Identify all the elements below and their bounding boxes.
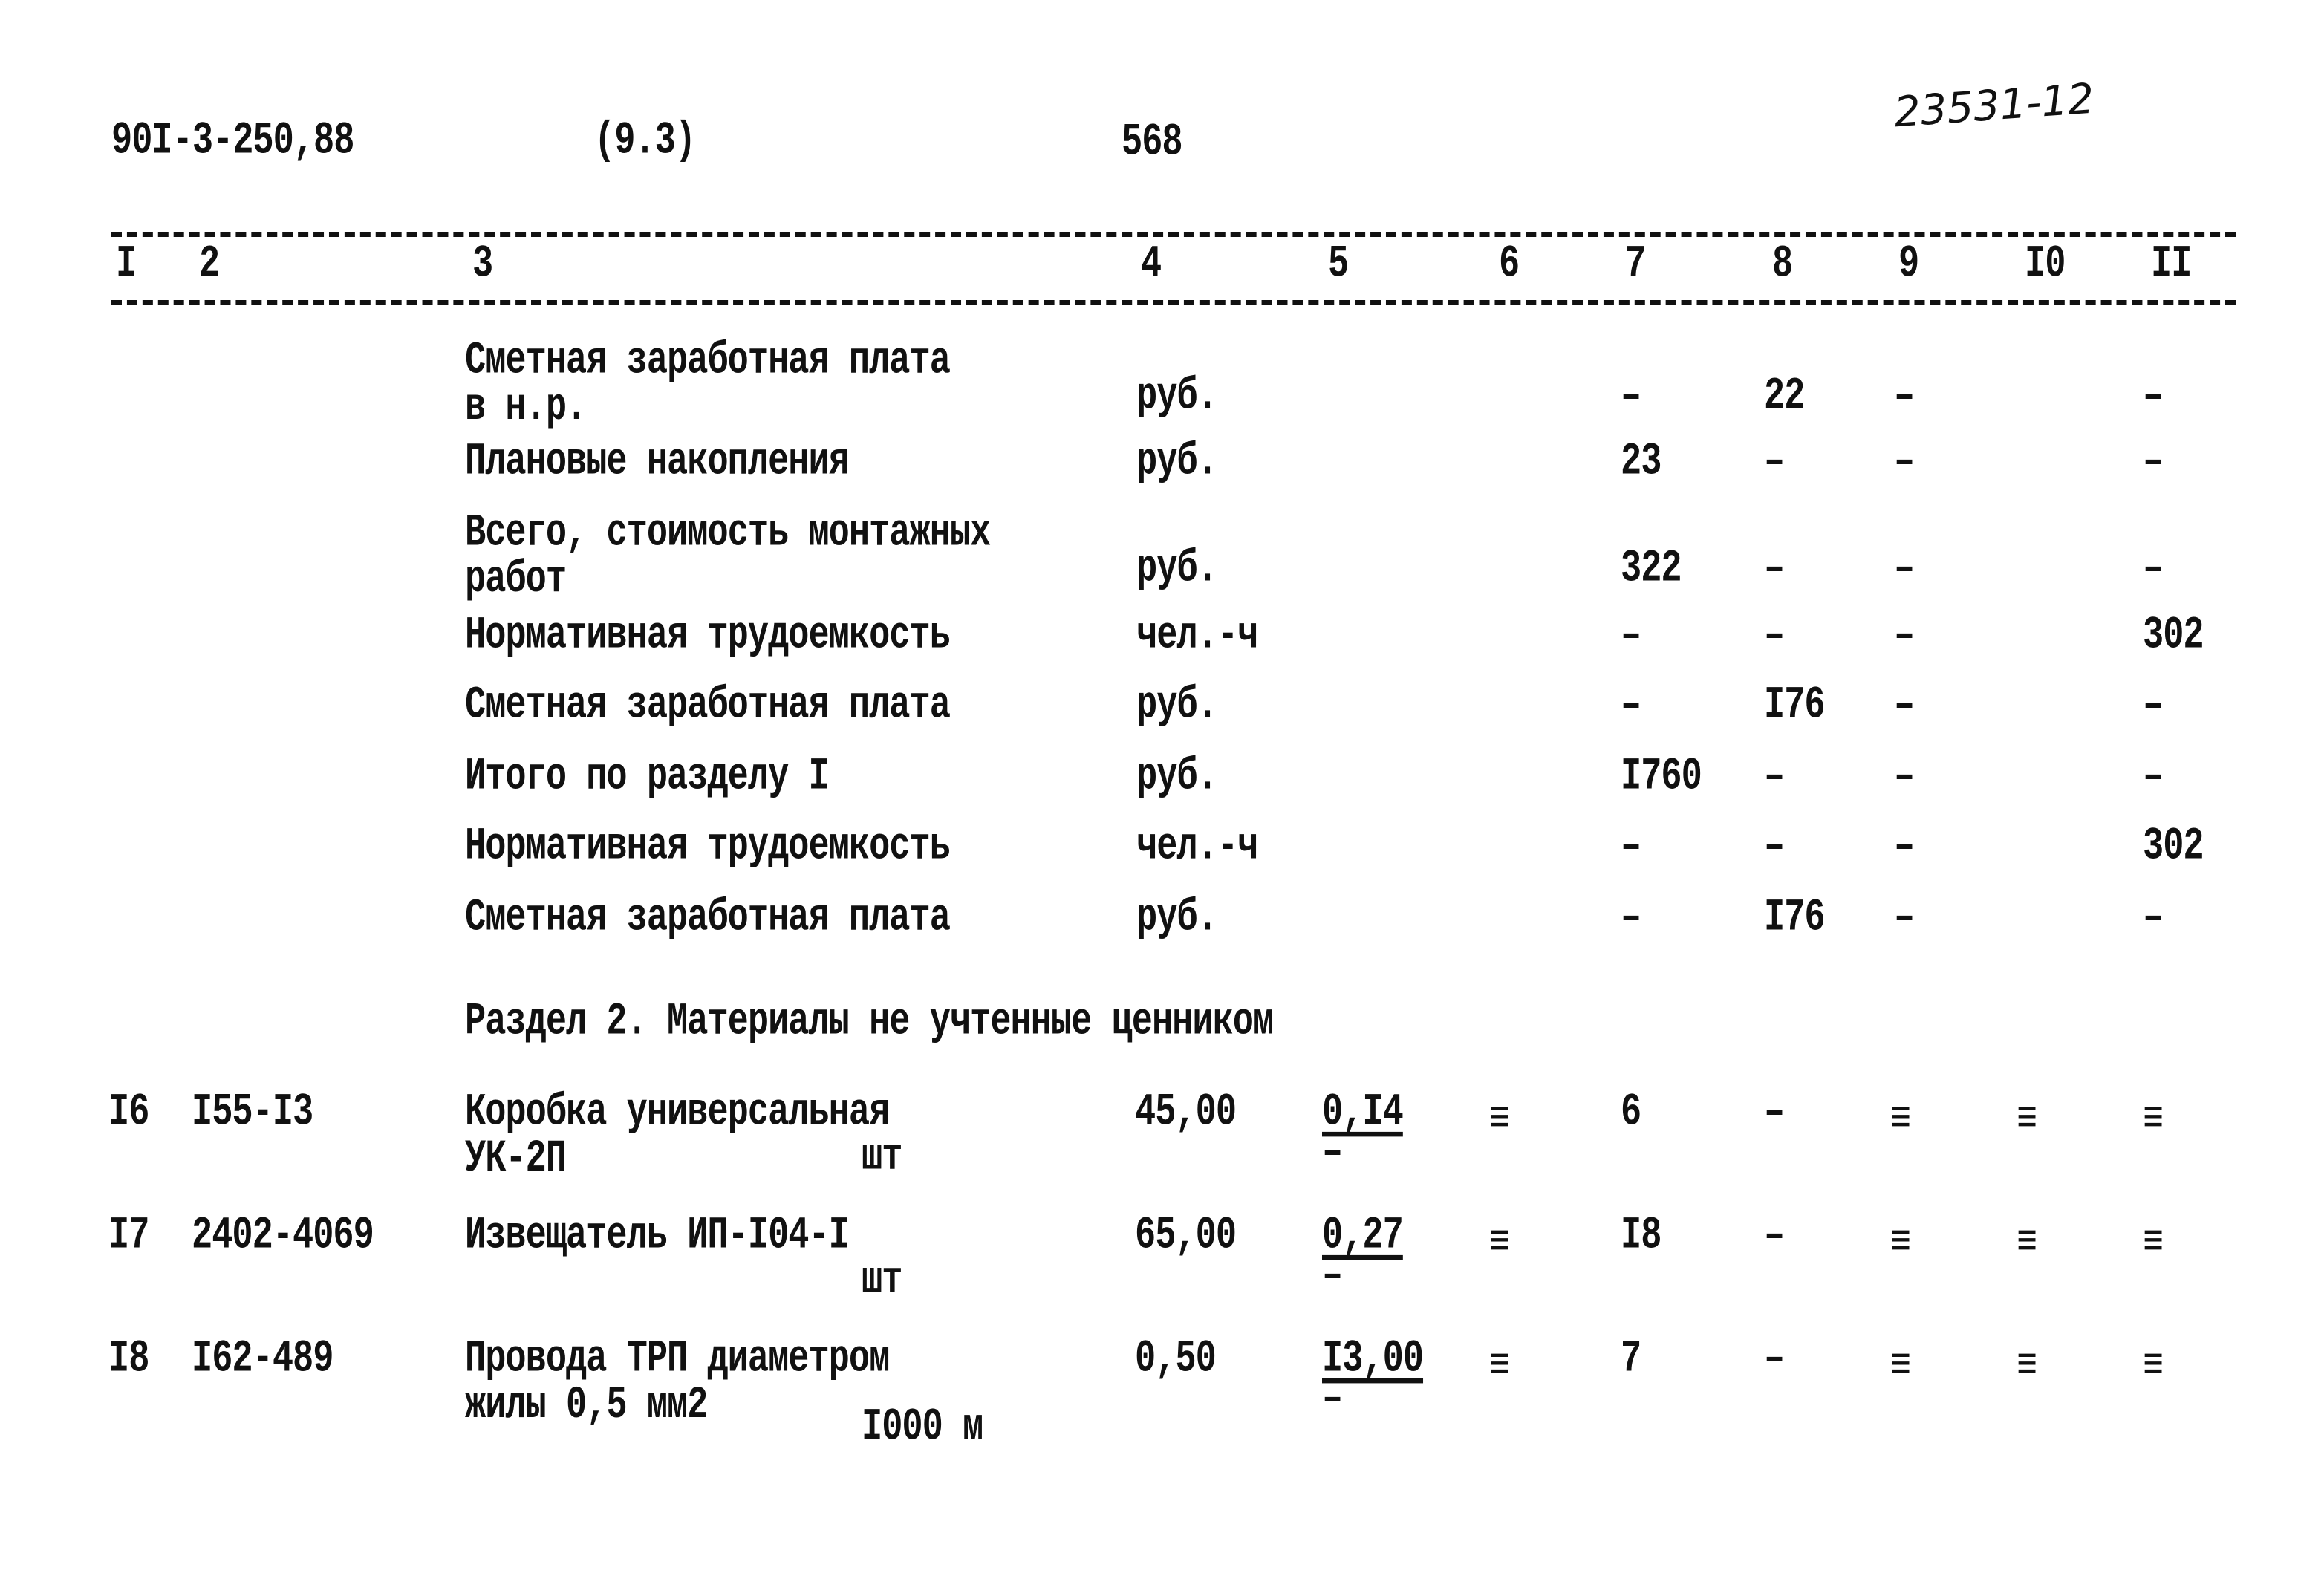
summary-row-col9: –	[1894, 821, 1915, 873]
item-unit: шт	[862, 1255, 902, 1306]
summary-row-name: Плановые накопления	[465, 437, 849, 488]
summary-row-unit: руб.	[1136, 371, 1217, 423]
summary-row-col11: –	[2143, 680, 2164, 732]
summary-row-col8: –	[1764, 544, 1785, 595]
summary-row-col9: –	[1894, 437, 1915, 488]
item-quantity: 0,I4	[1322, 1087, 1403, 1139]
summary-row-name: Сметная заработная плата	[465, 893, 950, 944]
item-unit: шт	[862, 1132, 902, 1183]
column-number-1: I	[116, 239, 137, 290]
summary-row-col11: –	[2143, 437, 2164, 488]
column-number-7: 7	[1625, 239, 1646, 290]
item-col11: ≡	[2143, 1341, 2164, 1393]
summary-row-col7: –	[1621, 371, 1641, 423]
item-number: I8	[108, 1334, 149, 1385]
column-number-10: I0	[2025, 239, 2066, 290]
item-quantity-sub: –	[1322, 1251, 1343, 1302]
item-unit: I000 м	[862, 1402, 983, 1453]
item-col8: –	[1764, 1087, 1785, 1139]
item-col6: ≡	[1489, 1218, 1510, 1269]
item-number: I6	[108, 1087, 149, 1139]
summary-row-col11: 302	[2143, 821, 2204, 873]
summary-row-col11: 302	[2143, 611, 2204, 662]
item-col10: ≡	[2017, 1095, 2037, 1146]
summary-row-unit: руб.	[1136, 680, 1217, 732]
summary-row-unit: руб.	[1136, 437, 1217, 488]
summary-row-col8: –	[1764, 611, 1785, 662]
summary-row-name: Итого по разделу I	[465, 752, 829, 803]
page-number: 568	[1122, 117, 1182, 169]
summary-row-col8: I76	[1764, 680, 1825, 732]
handwritten-reference: 23531-12	[1892, 74, 2096, 137]
item-name: Коробка универсальная УК-2П	[465, 1087, 890, 1185]
column-number-4: 4	[1141, 239, 1162, 290]
item-col9: ≡	[1890, 1095, 1911, 1146]
summary-row-col7: 322	[1621, 544, 1682, 595]
summary-row-unit: чел.-ч	[1136, 611, 1258, 662]
summary-row-col7: –	[1621, 893, 1641, 944]
summary-row-col8: I76	[1764, 893, 1825, 944]
item-price: 0,50	[1135, 1334, 1216, 1385]
summary-row-col9: –	[1894, 544, 1915, 595]
item-col10: ≡	[2017, 1341, 2037, 1393]
summary-row-col8: –	[1764, 437, 1785, 488]
summary-row-unit: руб.	[1136, 752, 1217, 803]
summary-row-col8: –	[1764, 752, 1785, 803]
item-col11: ≡	[2143, 1218, 2164, 1269]
item-quantity-sub: –	[1322, 1127, 1343, 1179]
column-number-5: 5	[1328, 239, 1349, 290]
column-number-11: II	[2151, 239, 2192, 290]
column-number-2: 2	[199, 239, 220, 290]
item-name: Провода ТРП диаметром жилы 0,5 мм2	[465, 1334, 890, 1432]
item-price: 65,00	[1135, 1211, 1237, 1262]
item-code: 2402-4069	[192, 1211, 374, 1262]
column-number-3: 3	[472, 239, 493, 290]
summary-row-name: Сметная заработная плата	[465, 680, 950, 732]
item-price: 45,00	[1135, 1087, 1237, 1139]
item-name: Извещатель ИП-I04-I	[465, 1211, 849, 1262]
summary-row-unit: чел.-ч	[1136, 821, 1258, 873]
summary-row-col11: –	[2143, 544, 2164, 595]
summary-row-col9: –	[1894, 611, 1915, 662]
header-section: (9.3)	[594, 116, 696, 167]
item-col6: ≡	[1489, 1341, 1510, 1393]
summary-row-col8: –	[1764, 821, 1785, 873]
item-col7: I8	[1621, 1211, 1661, 1262]
summary-row-unit: руб.	[1136, 893, 1217, 944]
summary-row-col7: –	[1621, 611, 1641, 662]
item-number: I7	[108, 1211, 149, 1262]
item-col6: ≡	[1489, 1095, 1510, 1146]
summary-row-col8: 22	[1764, 371, 1805, 423]
item-col8: –	[1764, 1211, 1785, 1262]
column-number-6: 6	[1499, 239, 1520, 290]
summary-row-col7: 23	[1621, 437, 1661, 488]
header-divider-bottom	[111, 300, 2236, 305]
item-col9: ≡	[1890, 1218, 1911, 1269]
header-doc-code: 90I-3-250,88	[111, 116, 354, 167]
item-col8: –	[1764, 1334, 1785, 1385]
summary-row-col11: –	[2143, 371, 2164, 423]
summary-row-col9: –	[1894, 752, 1915, 803]
summary-row-col9: –	[1894, 371, 1915, 423]
section-title: Раздел 2. Материалы не учтенные ценником	[465, 997, 1274, 1048]
item-code: I62-489	[192, 1334, 333, 1385]
summary-row-name: Нормативная трудоемкость	[465, 821, 950, 873]
summary-row-unit: руб.	[1136, 544, 1217, 595]
item-quantity: 0,27	[1322, 1211, 1403, 1262]
item-col7: 7	[1621, 1334, 1641, 1385]
header-divider-top	[111, 232, 2236, 237]
summary-row-col11: –	[2143, 893, 2164, 944]
summary-row-name: Сметная заработная плата в н.р.	[465, 336, 950, 434]
item-col9: ≡	[1890, 1341, 1911, 1393]
summary-row-col11: –	[2143, 752, 2164, 803]
item-col10: ≡	[2017, 1218, 2037, 1269]
item-col11: ≡	[2143, 1095, 2164, 1146]
item-quantity: I3,00	[1322, 1334, 1424, 1385]
item-code: I55-I3	[192, 1087, 313, 1139]
summary-row-col7: I760	[1621, 752, 1702, 803]
column-number-9: 9	[1898, 239, 1919, 290]
summary-row-col9: –	[1894, 680, 1915, 732]
summary-row-name: Нормативная трудоемкость	[465, 611, 950, 662]
summary-row-col7: –	[1621, 680, 1641, 732]
summary-row-col7: –	[1621, 821, 1641, 873]
summary-row-col9: –	[1894, 893, 1915, 944]
item-col7: 6	[1621, 1087, 1641, 1139]
column-number-8: 8	[1772, 239, 1793, 290]
item-quantity-sub: –	[1322, 1374, 1343, 1425]
summary-row-name: Всего, стоимость монтажных работ	[465, 508, 991, 606]
